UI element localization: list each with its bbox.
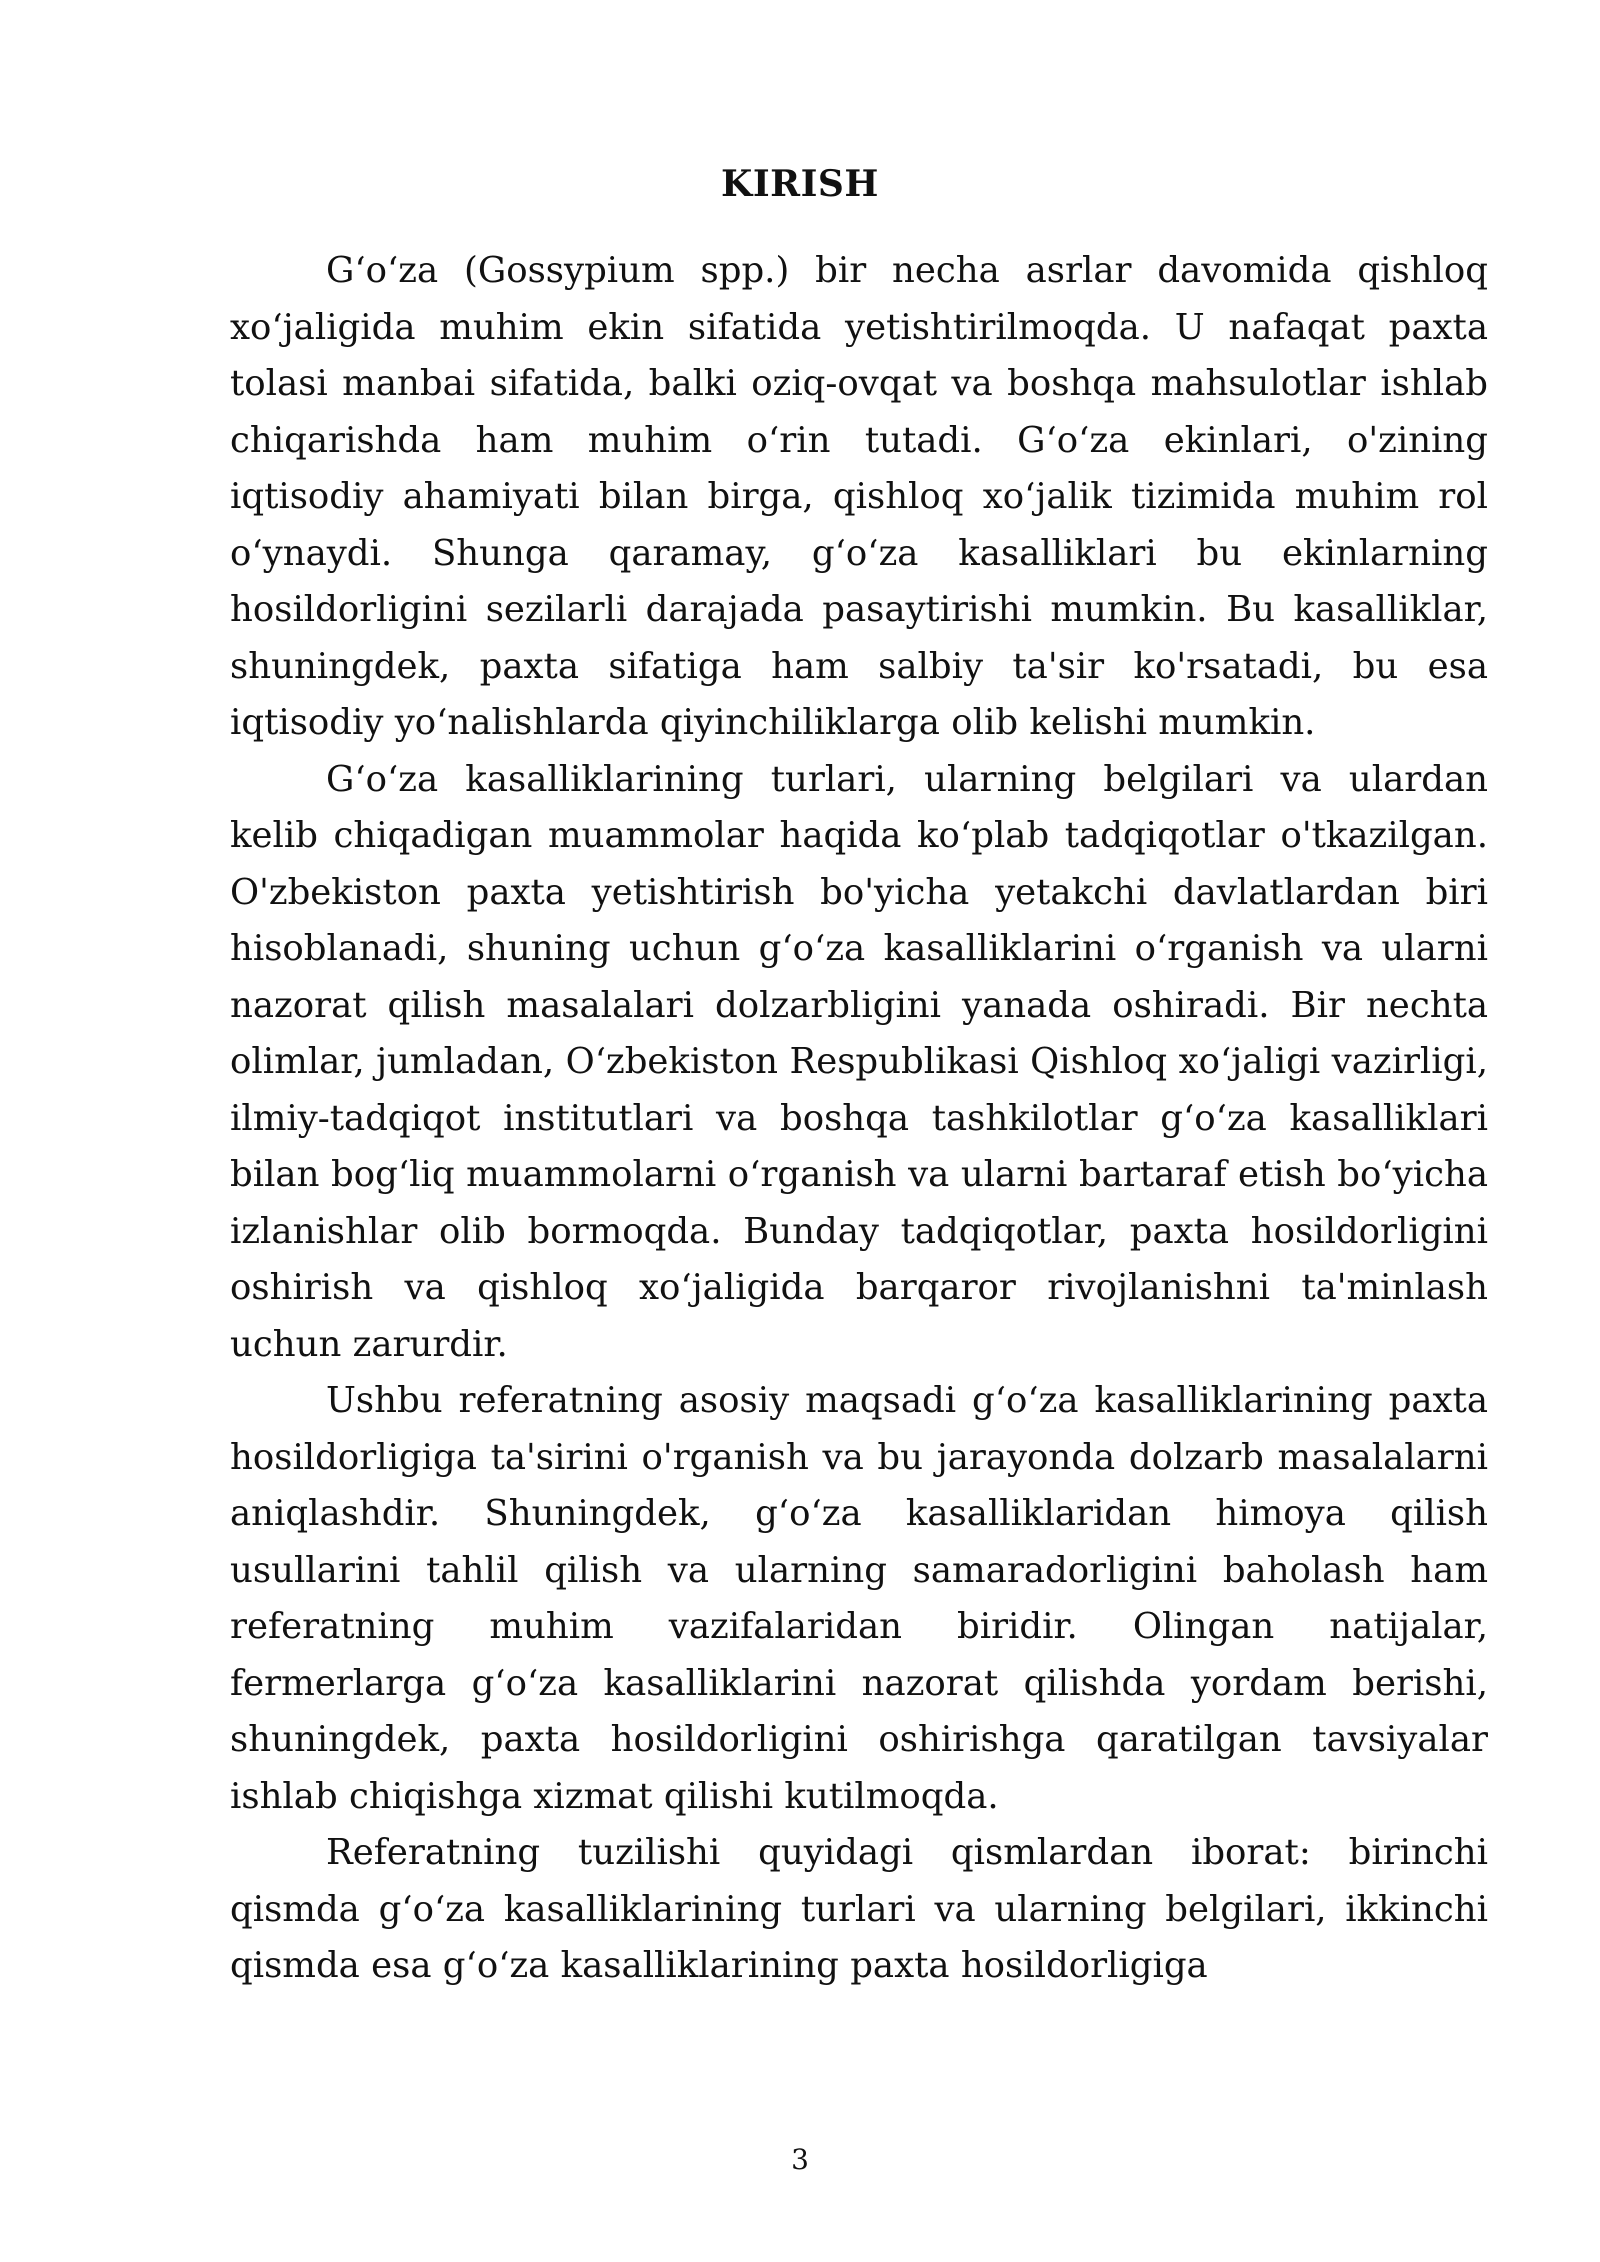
section-heading: KIRISH: [721, 163, 879, 205]
paragraph-2: G‘o‘za kasalliklarining turlari, ularning belgilari va ulardan kelib chiqadigan muammolar haqida ko‘plab tadqiqotlar o'tkazilgan. O'zbekiston paxta yetishtirish bo'yicha yetakchi davlatlardan biri hisoblanadi, shuning uchun g‘o‘za kasalliklarini o‘rganish va ularni nazorat qilish masalalari dolzarbligini yanada oshiradi. Bir nechta olimlar, jumladan, O‘zbekiston Respublikasi Qishloq xo‘jaligi vazirligi, ilmiy-tadqiqot institutlari va boshqa tashkilotlar g‘o‘za kasalliklari bilan bog‘liq muammolarni o‘rganish va ularni bartaraf etish bo‘yicha izlanishlar olib bormoqda. Bunday tadqiqotlar, paxta hosildorligini oshirish va qishloq xo‘jaligida barqaror rivojlanishni ta'minlash uchun zarurdir.: [230, 758, 1488, 1365]
paragraph-3: Ushbu referatning asosiy maqsadi g‘o‘za kasalliklarining paxta hosildorligiga ta'sirini o'rganish va bu jarayonda dolzarb masalalarni aniqlashdir. Shuningdek, g‘o‘za kasalliklaridan himoya qilish usullarini tahlil qilish va ularning samaradorligini baholash ham referatning muhim vazifalaridan biridir. Olingan natijalar, fermerlarga g‘o‘za kasalliklarini nazorat qilishda yordam berishi, shuningdek, paxta hosildorligini oshirishga qaratilgan tavsiyalar ishlab chiqishga xizmat qilishi kutilmoqda.: [230, 1380, 1488, 1817]
paragraph-1: G‘o‘za (Gossypium spp.) bir necha asrlar davomida qishloq xo‘jaligida muhim ekin sifatida yetishtirilmoqda. U nafaqat paxta tolasi manbai sifatida, balki oziq-ovqat va boshqa mahsulotlar ishlab chiqarishda ham muhim o‘rin tutadi. G‘o‘za ekinlari, o'zining iqtisodiy ahamiyati bilan birga, qishloq xo‘jalik tizimida muhim rol o‘ynaydi. Shunga qaramay, g‘o‘za kasalliklari bu ekinlarning hosildorligini sezilarli darajada pasaytirishi mumkin. Bu kasalliklar, shuningdek, paxta sifatiga ham salbiy ta'sir ko'rsatadi, bu esa iqtisodiy yo‘nalishlarda qiyinchiliklarga olib kelishi mumkin.: [230, 250, 1488, 743]
paragraph-4: Referatning tuzilishi quyidagi qismlardan iborat: birinchi qismda g‘o‘za kasalliklarining turlari va ularning belgilari, ikkinchi qismda esa g‘o‘za kasalliklarining paxta hosildorligiga: [230, 1832, 1488, 1986]
body-text: [230, 243, 1488, 1995]
page-number: 3: [791, 2143, 809, 2176]
